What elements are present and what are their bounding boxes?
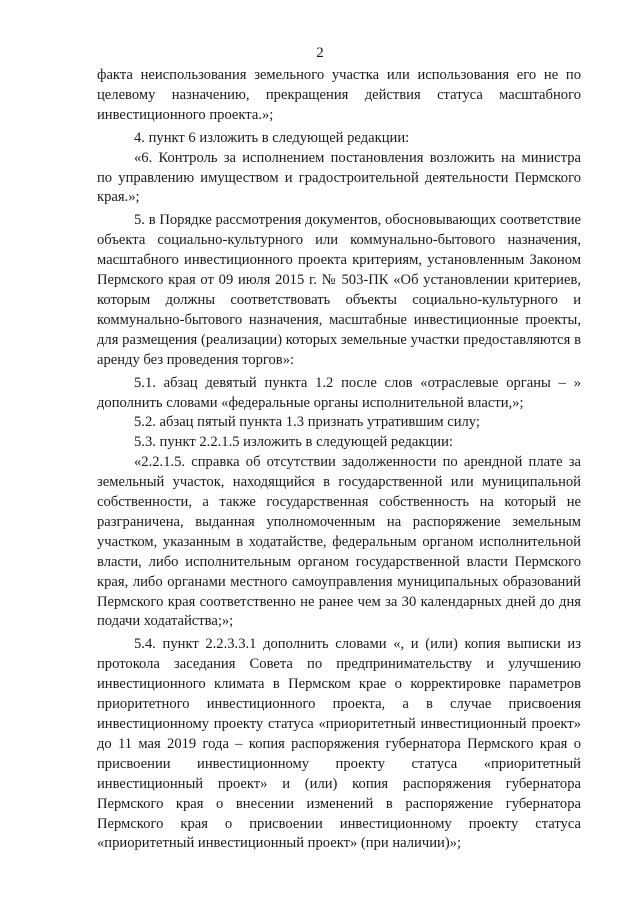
paragraph-item-5-2: 5.2. абзац пятый пункта 1.3 признать утратившим силу;: [134, 414, 480, 431]
document-body: [97, 66, 581, 854]
paragraph-item-5: 5. в Порядке рассмотрения документов, обосновывающих соответствие объекта социально-культурного или коммунально-бытового назначения, масштабного инвестиционного проекта критериям, установленным Законом Пермского края от 09 июля 2015 г. № 503-ПК «Об установлении критериев, которым должны соответствовать объекты социально-культурного и коммунально-бытового назначения, масштабные инвестиционные проекты, для размещения (реализации) которых земельные участки предоставляются в аренду без проведения торгов»:: [97, 212, 581, 368]
paragraph-item-5-1: 5.1. абзац девятый пункта 1.2 после слов «отраслевые органы – » дополнить словами «федеральные органы исполнительной власти,»;: [97, 374, 581, 411]
paragraph-continuation: факта неиспользования земельного участка или использования его не по целевому назначению, прекращения действия статуса масштабного инвестиционного проекта.»;: [97, 67, 581, 123]
paragraph-item-4-text: «6. Контроль за исполнением постановления возложить на министра по управлению имуществом и градостроительной деятельности Пермского края.»;: [97, 149, 581, 206]
paragraph-item-5-4: 5.4. пункт 2.2.3.3.1 дополнить словами «, и (или) копия выписки из протокола заседания Совета по предпринимательству и улучшению инвестиционного климата в Пермском крае о корректировке параметров приоритетного инвестиционного проекта, а в случае присвоения инвестиционному проекту статуса «приоритетный инвестиционный проект» до 11 мая 2019 года – копия распоряжения губернатора Пермского края о присвоении инвестиционному проекту статуса «приоритетный инвестиционный проект» и (или) копия распоряжения губернатора Пермского края о внесении изменений в распоряжение губернатора Пермского края о присвоении инвестиционному проекту статуса «приоритетный инвестиционный проект» (при наличии)»;: [97, 636, 581, 852]
paragraph-item-5-3: 5.3. пункт 2.2.1.5 изложить в следующей редакции:: [134, 434, 453, 451]
paragraph-item-4: 4. пункт 6 изложить в следующей редакции:: [134, 129, 410, 146]
page-number: 2: [316, 45, 324, 61]
paragraph-item-5-3-text: «2.2.1.5. справка об отсутствии задолженности по арендной плате за земельный участок, находящийся в государственной или муниципальной собственности, а также государственная собственность на который не разграничена, выданная уполномоченным на распоряжение земельным участком, указанным в ходатайстве, федеральным органом исполнительной власти, либо исполнительным органом государственной власти Пермского края, либо органами местного самоуправления муниципальных образований Пермского края соответственно не ранее чем за 30 календарных дней до дня подачи ходатайства;»;: [97, 454, 581, 630]
